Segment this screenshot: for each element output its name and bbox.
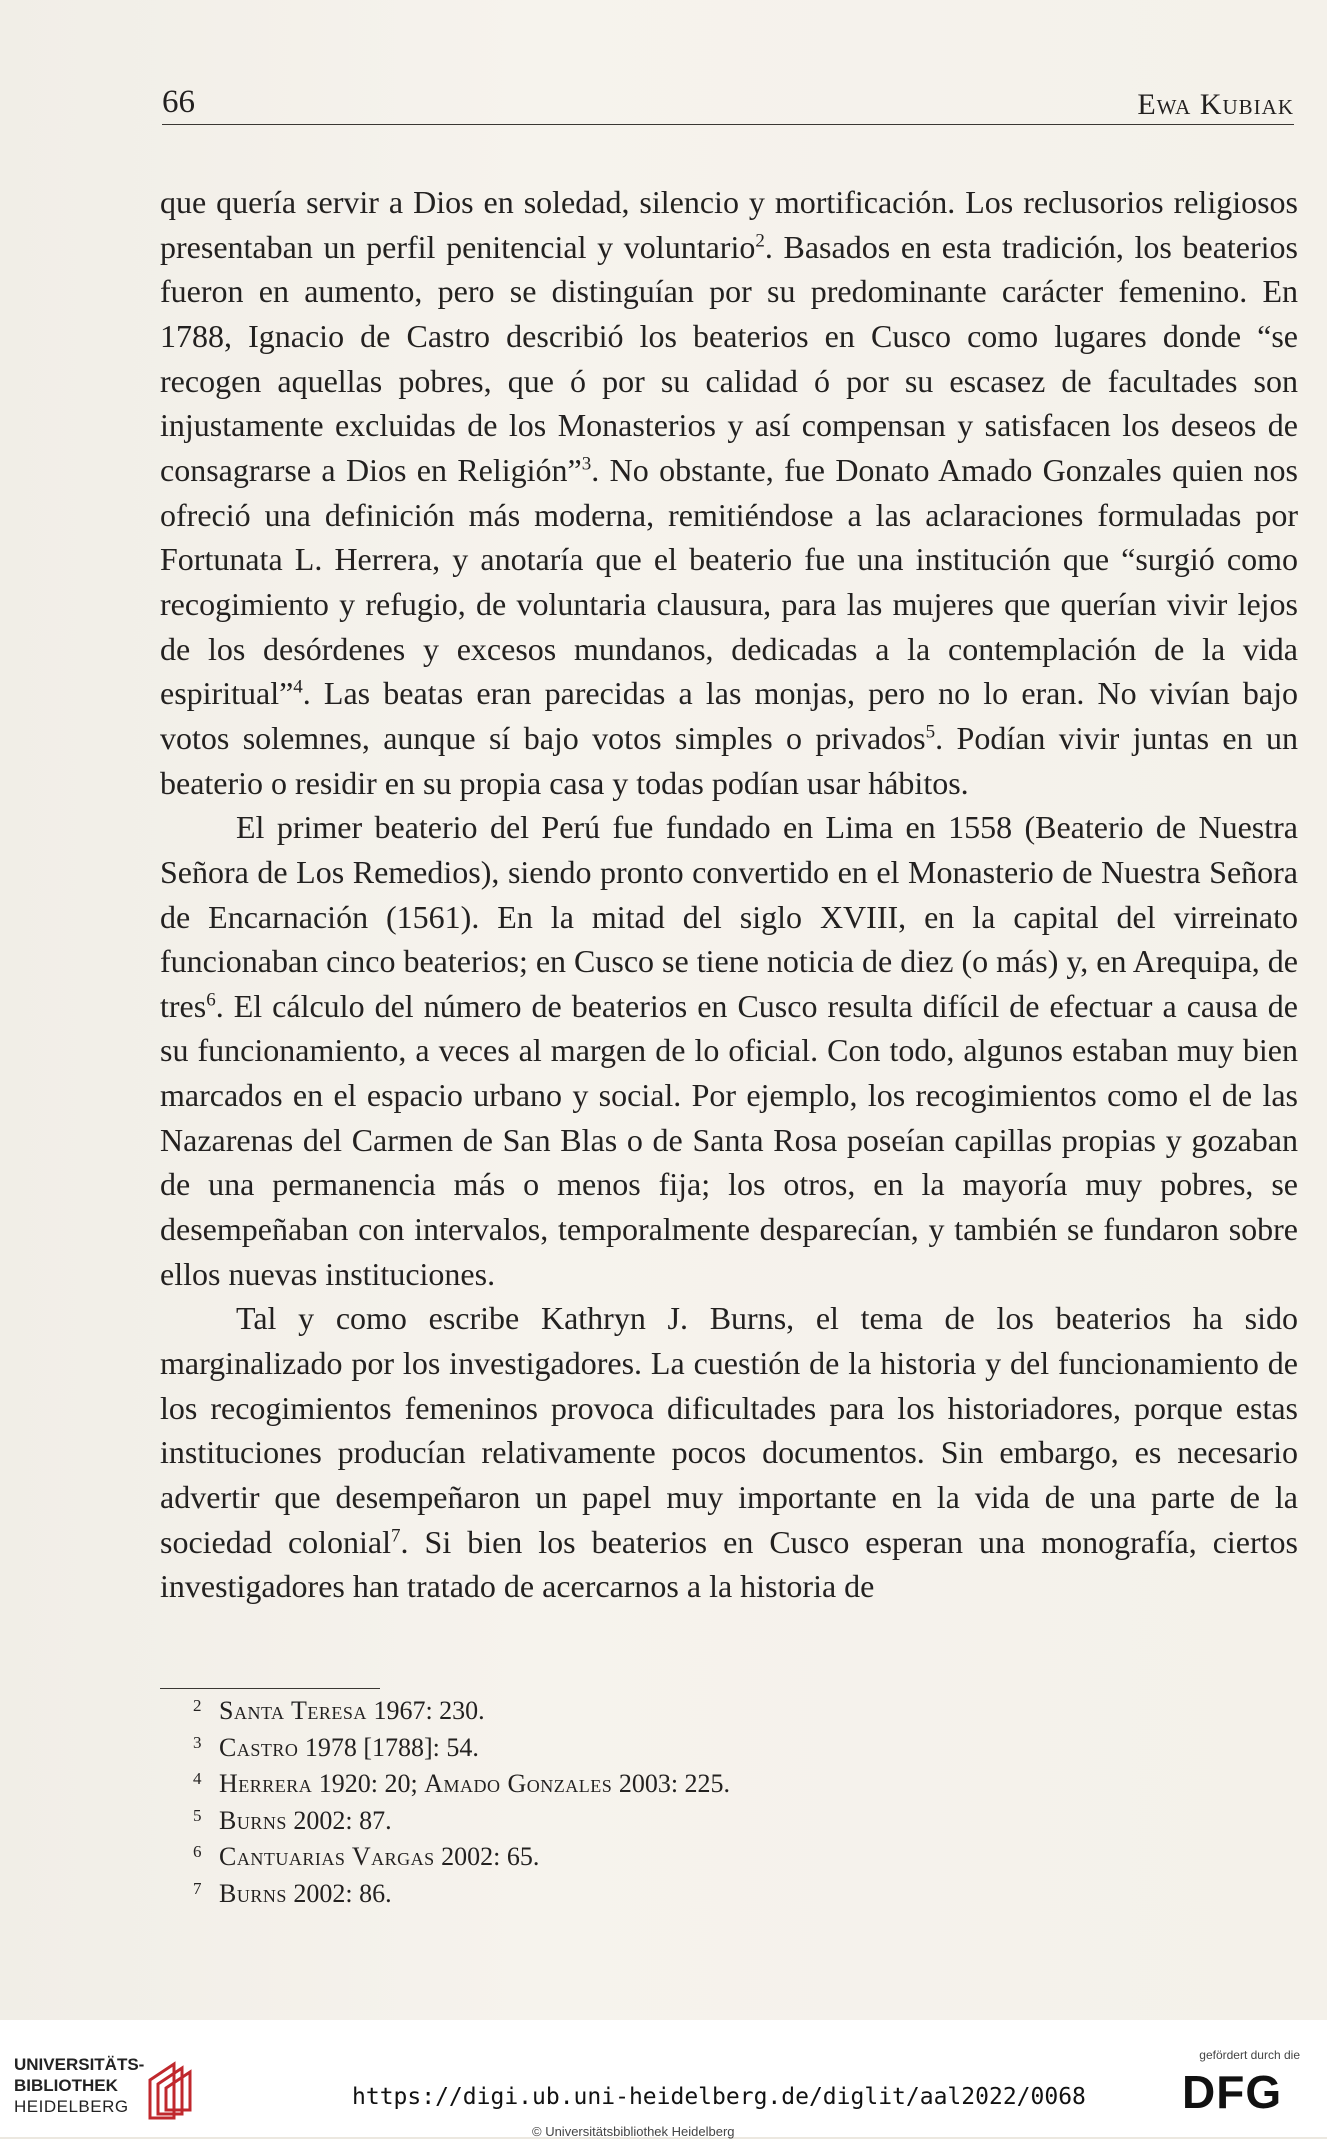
footnote-4 (193, 1767, 730, 1804)
dfg-logo-text: DFG (1182, 2066, 1283, 2114)
footnotes (193, 1694, 730, 1914)
paragraph-1 (160, 180, 1298, 805)
footnote-number: 2 (193, 1696, 202, 1715)
footnote-citation: 2003: 225. (612, 1769, 731, 1799)
footnote-citation: 2002: 65. (434, 1842, 540, 1872)
text-run: . Si bien los beaterios en Cusco esperan una monografía, ciertos investigadores han tratado de acercarnos a la historia de (160, 1523, 1299, 1605)
footnote-5 (193, 1804, 730, 1841)
footnote-ref[interactable]: 2 (755, 230, 765, 251)
footnote-author: Burns (219, 1805, 287, 1835)
running-head (162, 80, 1294, 125)
footnote-author: Cantuarias Vargas (219, 1842, 435, 1872)
library-logo[interactable] (14, 2054, 204, 2132)
paragraph-2 (160, 805, 1298, 1296)
footnote-ref[interactable]: 3 (581, 453, 592, 475)
footnote-3 (193, 1731, 730, 1768)
text-run: Tal y como escribe Kathryn J. Burns, el tema de los beaterios ha sido marginalizado por los investigadores. La cuestión de la historia y del funcionamiento de los recogimientos femeninos provoca dificultades para los historiadores, porque estas instituciones producían relativamente pocos documentos. Sin embargo, es necesario advertir que desempeñaron un papel muy importante en la vida de una parte de la sociedad colonial (160, 1300, 1298, 1560)
footnote-number: 5 (193, 1805, 202, 1825)
text-run: . Las beatas eran parecidas a las monjas, pero no lo eran. No vivían bajo votos solemnes, aunque sí bajo votos simples o privados (160, 675, 1298, 756)
footnote-6 (193, 1840, 730, 1877)
library-mark-icon (144, 2060, 200, 2122)
footnote-ref[interactable]: 4 (293, 676, 303, 698)
text-run: . No obstante, fue Donato Amado Gonzales quien nos ofreció una definición más moderna, remitiéndose a las aclaraciones formuladas por Fortunata L. Herrera, y anotaría que el beaterio fue una institución que “surgió como recogimiento y refugio, de voluntaria clausura, para las mujeres que querían vivir lejos de los desórdenes y excesos mundanos, dedicadas a la contemplación de la vida espiritual” (160, 451, 1299, 712)
footnote-number: 3 (193, 1732, 202, 1752)
footnote-number: 7 (193, 1878, 202, 1898)
funder-logo[interactable] (1180, 2048, 1320, 2114)
copyright-notice: © Universitätsbibliothek Heidelberg (532, 2124, 735, 2139)
library-name-line-2: BIBLIOTHEK (14, 2076, 118, 2095)
footnote-citation: 2002: 86. (286, 1878, 392, 1908)
text-run: . Basados en esta tradición, los beaterios fueron en aumento, pero se distinguían por su predominante carácter femenino. En 1788, Ignacio de Castro describió los beaterios en Cusco como lugares donde “se recogen aquellas pobres, que ó por su calidad ó por su escasez de facultades son injustamente excluidas de los Monasterios y así compensan y satisfacen los deseos de consagrarse a Dios en Religión” (160, 228, 1299, 488)
footnote-citation: 1978 [1788]: 54. (298, 1732, 479, 1762)
footnote-citation: 1967: 230. (366, 1696, 485, 1725)
footnote-2 (193, 1694, 730, 1731)
footnote-number: 4 (193, 1769, 202, 1789)
footnote-author: Santa Teresa (219, 1696, 367, 1725)
library-name-line-1: UNIVERSITÄTS- (14, 2055, 145, 2074)
paragraph-3 (160, 1296, 1298, 1609)
footnote-author: Castro (219, 1732, 299, 1762)
page-number: 66 (162, 84, 195, 120)
text-run: El primer beaterio del Perú fue fundado en Lima en 1558 (Beaterio de Nuestra Señora de Los Remedios), siendo pronto convertido en el Monasterio de Nuestra Señora de Encarnación (1561). En la mitad del siglo XVIII, en la capital del virreinato funcionaban cinco beaterios; en Cusco se tiene noticia de diez (o más) y, en Arequipa, de tres (160, 809, 1298, 1024)
viewer-footer (0, 2020, 1327, 2137)
running-author: Ewa Kubiak (1137, 88, 1294, 121)
footnote-7 (193, 1877, 730, 1914)
footnote-ref[interactable]: 6 (206, 989, 216, 1011)
funding-caption: gefördert durch die (1199, 2048, 1300, 2062)
footnote-author: Burns (219, 1878, 287, 1908)
document-url-link[interactable]: https://digi.ub.uni-heidelberg.de/diglit/aal2022/0068 (352, 2084, 1086, 2110)
footnote-citation: 2002: 87. (286, 1805, 392, 1835)
dfg-logo-icon (1180, 2066, 1306, 2114)
footnote-ref[interactable]: 5 (925, 721, 936, 743)
body-text (160, 180, 1298, 1609)
library-name-line-3: HEIDELBERG (14, 2097, 129, 2116)
text-run: . Podían vivir juntas en un beaterio o residir en su propia casa y todas podían usar hábitos. (160, 719, 1299, 801)
footnote-citation: 1920: 20; (312, 1769, 425, 1799)
text-run: . El cálculo del número de beaterios en Cusco resulta difícil de efectuar a causa de su funcionamiento, a veces al margen de lo oficial. Con todo, algunos estaban muy bien marcados en el espacio urbano y social. Por ejemplo, los recogimientos como el de las Nazarenas del Carmen de San Blas o de Santa Rosa poseían capillas propias y gozaban de una permanencia más o menos fija; los otros, en la mayoría muy pobres, se desempeñaban con intervalos, temporalmente desparecían, y también se fundaron sobre ellos nuevas instituciones. (160, 987, 1298, 1292)
footnote-author: Amado Gonzales (424, 1769, 613, 1799)
footnote-ref[interactable]: 7 (391, 1525, 401, 1547)
footnote-number: 6 (193, 1842, 202, 1862)
text-run: que quería servir a Dios en soledad, silencio y mortificación. Los reclusorios religiosos presentaban un perfil penitencial y voluntario (160, 184, 1298, 265)
footnote-author: Herrera (219, 1769, 313, 1799)
